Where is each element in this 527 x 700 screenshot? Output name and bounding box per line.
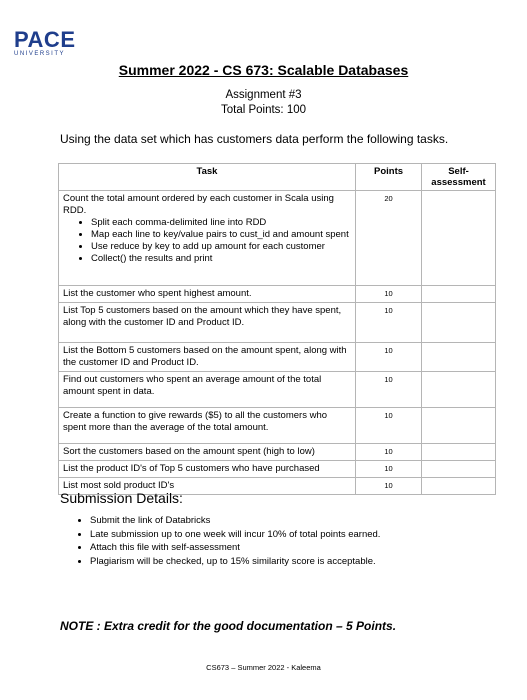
table-row	[59, 461, 496, 478]
header-task: Task	[59, 164, 356, 191]
list-item: • Plagiarism will be checked, up to 15% similarity score is acceptable.	[90, 555, 470, 569]
assignment-number: Assignment #3	[225, 89, 302, 101]
total-points: Total Points: 100	[220, 104, 307, 116]
points-cell: 10	[356, 408, 422, 444]
points-cell: 10	[356, 286, 422, 303]
table-header-row	[59, 164, 496, 191]
table-row	[59, 343, 496, 372]
table-row	[59, 444, 496, 461]
task-subitems	[63, 217, 351, 265]
task-text: Count the total amount ordered by each customer in Scala using RDD.	[63, 193, 334, 216]
task-cell: Create a function to give rewards ($5) to all the customers who spent more than the average of the total amount.	[59, 408, 356, 444]
header-points: Points	[356, 164, 422, 191]
points-cell: 10	[356, 444, 422, 461]
list-item: • Attach this file with self-assessment	[90, 541, 470, 555]
table-row	[59, 286, 496, 303]
task-cell	[59, 191, 356, 286]
self-assessment-cell[interactable]	[422, 408, 496, 444]
task-cell: Sort the customers based on the amount spent (high to low)	[59, 444, 356, 461]
document-title: Summer 2022 - CS 673: Scalable Databases	[118, 62, 409, 78]
logo-wordmark: PACE	[14, 27, 76, 52]
pace-university-logo	[14, 27, 76, 57]
points-cell: 10	[356, 343, 422, 372]
self-assessment-cell[interactable]	[422, 461, 496, 478]
intro-text: Using the data set which has customers data perform the following tasks.	[60, 132, 449, 146]
extra-credit-note: NOTE : Extra credit for the good documentation – 5 Points.	[60, 619, 397, 633]
document-title-block	[0, 62, 527, 78]
subitem: • Use reduce by key to add up amount for each customer	[91, 241, 351, 253]
self-assessment-cell[interactable]	[422, 191, 496, 286]
tasks-table	[58, 163, 496, 495]
points-cell: 10	[356, 461, 422, 478]
points-cell: 20	[356, 191, 422, 286]
submission-details-list	[70, 514, 470, 568]
table-row	[59, 408, 496, 444]
points-cell: 10	[356, 303, 422, 343]
self-assessment-cell[interactable]	[422, 444, 496, 461]
task-cell: List the product ID's of Top 5 customers who have purchased	[59, 461, 356, 478]
subitem: • Split each comma-delimited line into RDD	[91, 217, 351, 229]
points-cell: 10	[356, 372, 422, 408]
subitem: • Map each line to key/value pairs to cust_id and amount spent	[91, 229, 351, 241]
task-cell: Find out customers who spent an average amount of the total amount spent in data.	[59, 372, 356, 408]
header-self-assessment: Self-assessment	[422, 164, 496, 191]
task-cell: List the customer who spent highest amount.	[59, 286, 356, 303]
subitem: • Collect() the results and print	[91, 253, 351, 265]
page-footer: CS673 – Summer 2022 - Kaleema	[206, 663, 321, 672]
self-assessment-cell[interactable]	[422, 478, 496, 495]
table-row	[59, 372, 496, 408]
table-row	[59, 191, 496, 286]
self-assessment-cell[interactable]	[422, 303, 496, 343]
list-item: • Late submission up to one week will incur 10% of total points earned.	[90, 528, 470, 542]
submission-heading: Submission Details:	[60, 490, 183, 506]
task-cell: List Top 5 customers based on the amount which they have spent, along with the customer ID and Product ID.	[59, 303, 356, 343]
points-cell: 10	[356, 478, 422, 495]
task-cell: List the Bottom 5 customers based on the amount spent, along with the customer ID and Product ID.	[59, 343, 356, 372]
list-item: • Submit the link of Databricks	[90, 514, 470, 528]
self-assessment-cell[interactable]	[422, 286, 496, 303]
assignment-info	[0, 88, 527, 118]
self-assessment-cell[interactable]	[422, 372, 496, 408]
logo-subtext: UNIVERSITY	[14, 51, 66, 57]
self-assessment-cell[interactable]	[422, 343, 496, 372]
task-cell: List most sold product ID's	[59, 478, 356, 495]
table-row	[59, 303, 496, 343]
